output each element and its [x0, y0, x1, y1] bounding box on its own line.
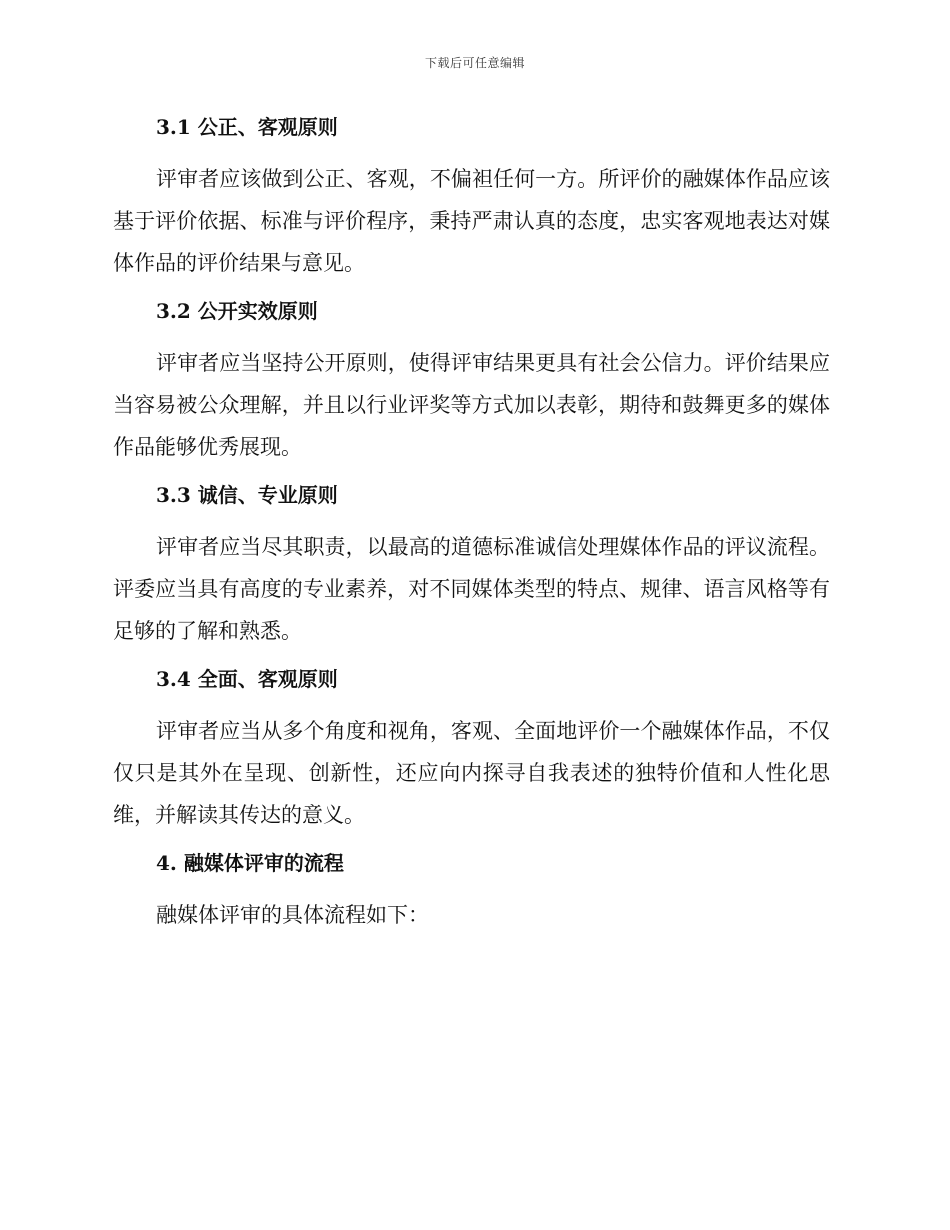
- section-heading-3-2: 3.2 公开实效原则: [156, 299, 318, 323]
- section-heading-3-3: 3.3 诚信、专业原则: [156, 483, 338, 507]
- document-body: [113, 110, 830, 946]
- section-heading-3-1: 3.1 公正、客观原则: [156, 115, 338, 139]
- section-heading-4: 4. 融媒体评审的流程: [156, 851, 344, 875]
- section-paragraph-3-1: 评审者应该做到公正、客观，不偏袒任何一方。所评价的融媒体作品应该基于评价依据、标准与评价程序，秉持严肃认真的态度，忠实客观地表达对媒体作品的评价结果与意见。: [113, 167, 830, 275]
- header-note: 下载后可任意编辑: [424, 56, 525, 70]
- section-paragraph-3-3: 评审者应当尽其职责，以最高的道德标准诚信处理媒体作品的评议流程。评委应当具有高度的专业素养，对不同媒体类型的特点、规律、语言风格等有足够的了解和熟悉。: [113, 535, 830, 643]
- section-paragraph-4: 融媒体评审的具体流程如下：: [156, 903, 429, 927]
- section-heading-3-4: 3.4 全面、客观原则: [156, 667, 338, 691]
- section-paragraph-3-4: 评审者应当从多个角度和视角，客观、全面地评价一个融媒体作品，不仅仅只是其外在呈现、创新性，还应向内探寻自我表述的独特价值和人性化思维，并解读其传达的意义。: [113, 719, 830, 827]
- section-paragraph-3-2: 评审者应当坚持公开原则，使得评审结果更具有社会公信力。评价结果应当容易被公众理解，并且以行业评奖等方式加以表彰，期待和鼓舞更多的媒体作品能够优秀展现。: [113, 351, 830, 459]
